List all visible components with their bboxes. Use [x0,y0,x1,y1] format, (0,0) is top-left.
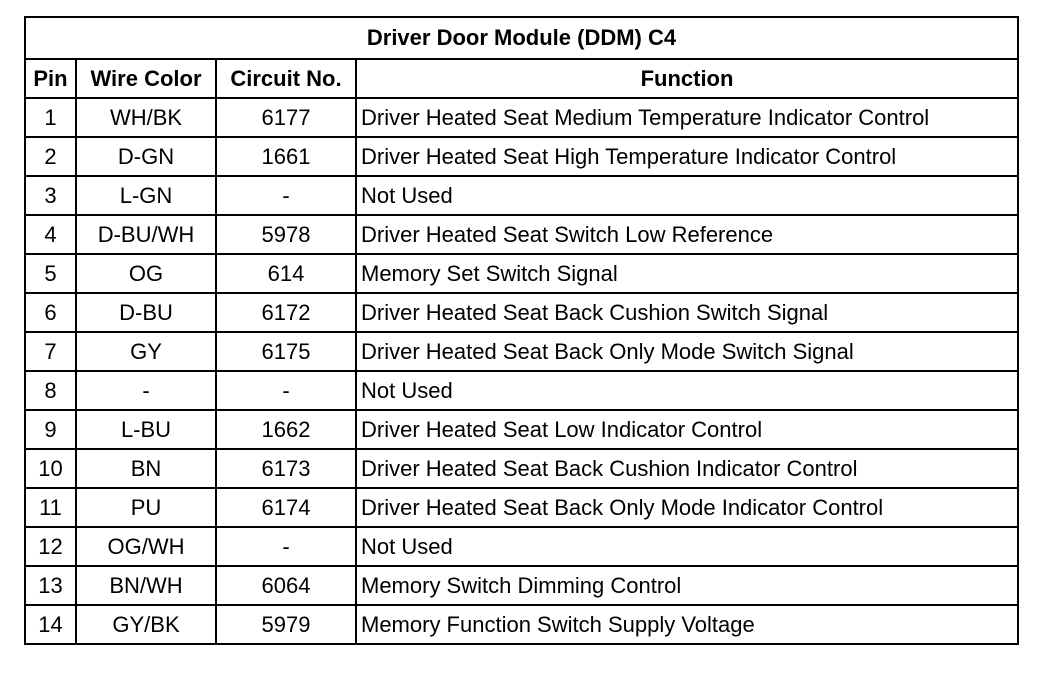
circuit-cell: 6177 [216,98,356,137]
wire-color-cell: BN [76,449,216,488]
circuit-cell: 6175 [216,332,356,371]
function-cell: Not Used [356,527,1018,566]
connector-pinout-table [24,16,1019,645]
wire-color-cell: WH/BK [76,98,216,137]
table-row [25,488,1018,527]
header-circuit-number: Circuit No. [216,59,356,98]
wire-color-cell: - [76,371,216,410]
wire-color-cell: D-GN [76,137,216,176]
circuit-cell: 614 [216,254,356,293]
table-row [25,410,1018,449]
pin-cell: 2 [25,137,76,176]
header-pin: Pin [25,59,76,98]
function-cell: Memory Switch Dimming Control [356,566,1018,605]
circuit-cell: - [216,371,356,410]
wire-color-cell: GY [76,332,216,371]
wire-color-cell: D-BU/WH [76,215,216,254]
function-cell: Memory Set Switch Signal [356,254,1018,293]
table-row [25,254,1018,293]
function-cell: Driver Heated Seat Medium Temperature Indicator Control [356,98,1018,137]
wire-color-cell: L-BU [76,410,216,449]
circuit-cell: 1661 [216,137,356,176]
function-cell: Driver Heated Seat Back Only Mode Switch Signal [356,332,1018,371]
pin-cell: 6 [25,293,76,332]
function-cell: Not Used [356,371,1018,410]
wire-color-cell: GY/BK [76,605,216,644]
wire-color-cell: PU [76,488,216,527]
header-function: Function [356,59,1018,98]
wire-color-cell: OG [76,254,216,293]
table-row [25,293,1018,332]
circuit-cell: - [216,176,356,215]
wire-color-cell: L-GN [76,176,216,215]
circuit-cell: 6173 [216,449,356,488]
circuit-cell: 6064 [216,566,356,605]
pin-cell: 9 [25,410,76,449]
table-row [25,605,1018,644]
header-row [25,59,1018,98]
table-row [25,566,1018,605]
pin-cell: 8 [25,371,76,410]
pin-cell: 5 [25,254,76,293]
wire-color-cell: OG/WH [76,527,216,566]
function-cell: Driver Heated Seat Back Cushion Switch Signal [356,293,1018,332]
circuit-cell: 5978 [216,215,356,254]
table-row [25,371,1018,410]
circuit-cell: 6174 [216,488,356,527]
circuit-cell: - [216,527,356,566]
table-row [25,98,1018,137]
circuit-cell: 1662 [216,410,356,449]
function-cell: Driver Heated Seat Low Indicator Control [356,410,1018,449]
function-cell: Driver Heated Seat High Temperature Indicator Control [356,137,1018,176]
title-row [25,17,1018,59]
pin-cell: 1 [25,98,76,137]
wire-color-cell: D-BU [76,293,216,332]
table-row [25,137,1018,176]
pin-cell: 12 [25,527,76,566]
pin-cell: 14 [25,605,76,644]
header-wire-color: Wire Color [76,59,216,98]
table-row [25,449,1018,488]
function-cell: Driver Heated Seat Back Cushion Indicator Control [356,449,1018,488]
function-cell: Driver Heated Seat Switch Low Reference [356,215,1018,254]
function-cell: Driver Heated Seat Back Only Mode Indicator Control [356,488,1018,527]
pin-cell: 11 [25,488,76,527]
table-title: Driver Door Module (DDM) C4 [25,17,1018,59]
circuit-cell: 5979 [216,605,356,644]
wire-color-cell: BN/WH [76,566,216,605]
pin-cell: 10 [25,449,76,488]
pin-cell: 7 [25,332,76,371]
pin-cell: 13 [25,566,76,605]
pin-cell: 4 [25,215,76,254]
table-row [25,215,1018,254]
function-cell: Not Used [356,176,1018,215]
table-row [25,527,1018,566]
table-row [25,332,1018,371]
function-cell: Memory Function Switch Supply Voltage [356,605,1018,644]
table-row [25,176,1018,215]
pin-cell: 3 [25,176,76,215]
circuit-cell: 6172 [216,293,356,332]
